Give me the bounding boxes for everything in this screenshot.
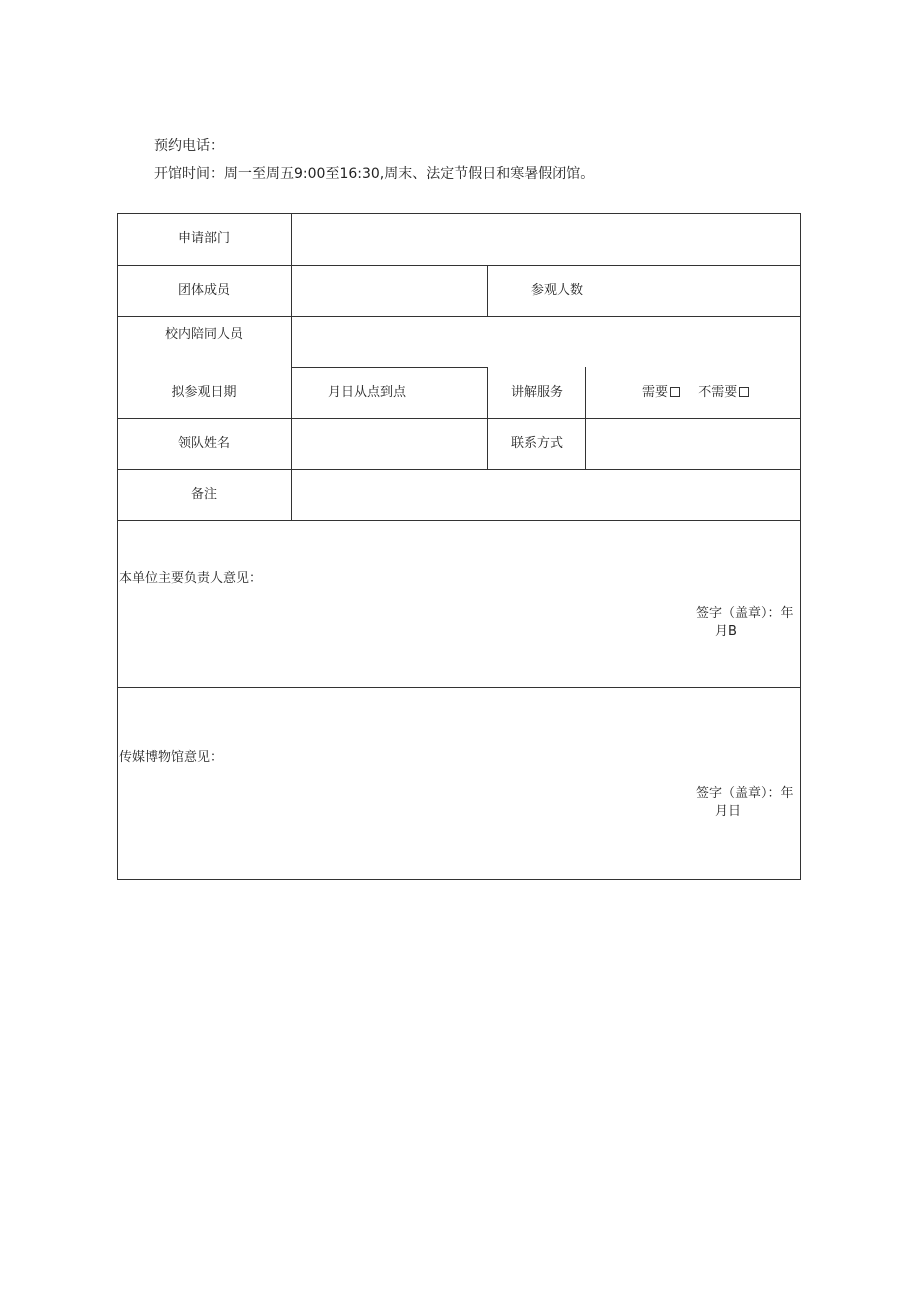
row-divider xyxy=(117,687,801,688)
column-divider xyxy=(487,367,488,469)
remarks-label: 备注 xyxy=(190,487,218,502)
museum-signature-line: 签字（盖章）：年 xyxy=(696,786,794,801)
row-divider xyxy=(117,520,801,521)
column-divider xyxy=(291,213,292,520)
group-members-label: 团体成员 xyxy=(177,283,231,298)
unit-signature-date: 月B xyxy=(715,624,737,639)
row-divider xyxy=(117,316,801,317)
option-no-need-label: 不需要 xyxy=(698,385,738,400)
contact-label: 联系方式 xyxy=(510,436,564,451)
unit-signature-line: 签字（盖章）：年 xyxy=(696,606,794,621)
applicant-department-label: 申请部门 xyxy=(177,231,231,246)
row-divider xyxy=(117,265,801,266)
row-divider xyxy=(291,367,487,368)
unit-opinion-label: 本单位主要负责人意见： xyxy=(119,571,263,586)
visit-application-form xyxy=(117,213,801,880)
campus-escort-field[interactable] xyxy=(296,321,796,363)
museum-opinion-label: 传媒博物馆意见： xyxy=(119,750,224,765)
column-divider xyxy=(487,265,488,316)
leader-name-label: 领队姓名 xyxy=(177,436,231,451)
column-divider xyxy=(585,367,586,469)
campus-escort-label: 校内陪同人员 xyxy=(164,327,244,342)
row-divider xyxy=(117,418,801,419)
booking-phone-label: 预约电话： xyxy=(154,138,224,154)
leader-name-field[interactable] xyxy=(296,423,482,465)
need-checkbox[interactable] xyxy=(670,387,680,397)
contact-field[interactable] xyxy=(590,423,796,465)
guide-service-options xyxy=(642,385,749,401)
group-members-field[interactable] xyxy=(296,270,482,312)
applicant-department-field[interactable] xyxy=(296,219,796,261)
planned-date-field[interactable]: 月日从点到点 xyxy=(328,385,407,400)
no-need-checkbox[interactable] xyxy=(739,387,749,397)
remarks-field[interactable] xyxy=(296,474,796,516)
option-need-label: 需要 xyxy=(642,385,669,400)
museum-signature-date: 月日 xyxy=(715,804,742,819)
planned-date-label: 拟参观日期 xyxy=(171,385,237,400)
opening-hours-text: 开馆时间：周一至周五9:00至16:30,周末、法定节假日和寒暑假闭馆。 xyxy=(154,166,595,182)
visitor-count-label: 参观人数 xyxy=(531,283,584,298)
guide-service-label: 讲解服务 xyxy=(510,385,564,400)
row-divider xyxy=(117,469,801,470)
